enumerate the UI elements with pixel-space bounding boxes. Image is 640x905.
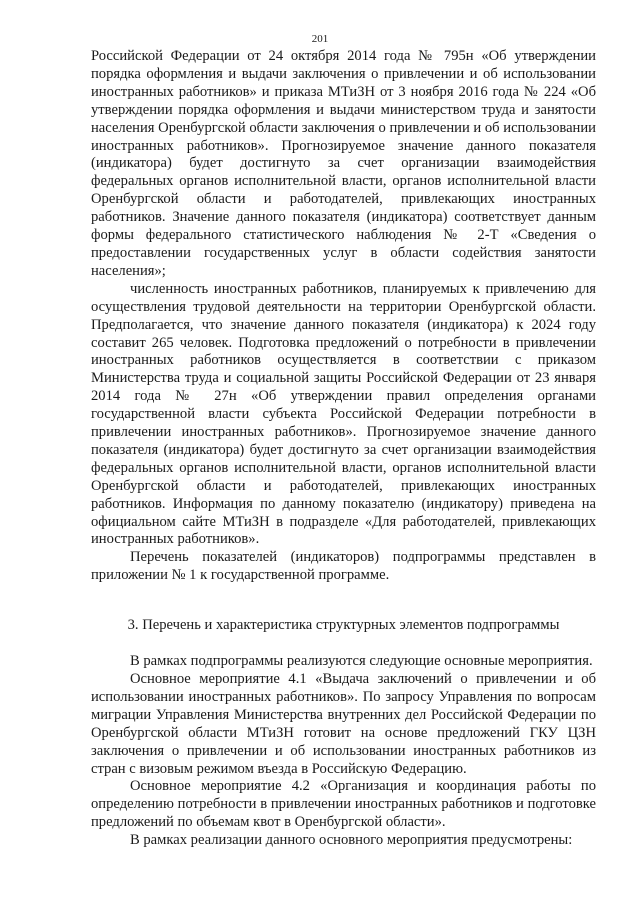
section-heading: 3. Перечень и характеристика структурных элементов подпрограммы [127,617,560,634]
body-paragraph: В рамках подпрограммы реализуются следующие основные мероприятия. [130,653,593,670]
page-body [91,48,596,850]
body-paragraph: численность иностранных работников, планируемых к привлечению для осуществления трудовой деятельности на территории Оренбургской области. Предполагается, что значение данного показателя (индикатора) к 2024 году составит 265 человек. Подготовка предложений о потребности в привлечении иностранных работников осуществляется в соответствии с приказом Министерства труда и социальной защиты Российской Федерации от 23 января 2014 года № 27н «Об утверждении правил определения органами государственной власти субъекта Российской Федерации потребности в привлечении иностранных работников». Прогнозируемое значение данного показателя (индикатора) будет достигнуто за счет организации взаимодействия федеральных органов исполнительной власти, органов исполнительной власти Оренбургской области и работодателей, привлекающих иностранных работников. Информация по данному показателю (индикатору) приведена на официальном сайте МТиЗН в подразделе «Для работодателей, привлекающих иностранных работников». [91,280,596,548]
body-paragraph-continuation: Российской Федерации от 24 октября 2014 года № 795н «Об утверждении порядка оформления и выдачи заключения о привлечении и об использовании иностранных работников» и приказа МТиЗН от 3 ноября 2016 года № 224 «Об утверждении порядка оформления и выдачи министерством труда и занятости населения Оренбургской области заключения о привлечении и об использовании иностранных работников». Прогнозируемое значение данного показателя (индикатора) будет достигнуто за счет организации взаимодействия федеральных органов исполнительной власти, органов исполнительной власти Оренбургской области и работодателей, привлекающих иностранных работников. Значение данного показателя (индикатора) соответствует данным формы федерального статистического наблюдения № 2-Т «Сведения о предоставлении государственных услуг в области содействия занятости населения»; [91,48,596,279]
body-paragraph: Основное мероприятие 4.2 «Организация и координация работы по определению потребности в привлечении иностранных работников и подготовке предложений по объемам квот в Оренбургской области». [91,778,596,831]
body-paragraph: В рамках реализации данного основного мероприятия предусмотрены: [130,832,573,849]
body-paragraph: Перечень показателей (индикаторов) подпрограммы представлен в приложении № 1 к государственной программе. [91,549,596,584]
page-number: 201 [311,33,329,45]
body-paragraph: Основное мероприятие 4.1 «Выдача заключений о привлечении и об использовании иностранных работников». По запросу Управления по вопросам миграции Управления Министерства внутренних дел Российской Федерации по Оренбургской области МТиЗН готовит на основе предложений ГКУ ЦЗН заключения о привлечении и об использовании иностранных работников из стран с визовым режимом въезда в Российскую Федерацию. [91,671,596,777]
